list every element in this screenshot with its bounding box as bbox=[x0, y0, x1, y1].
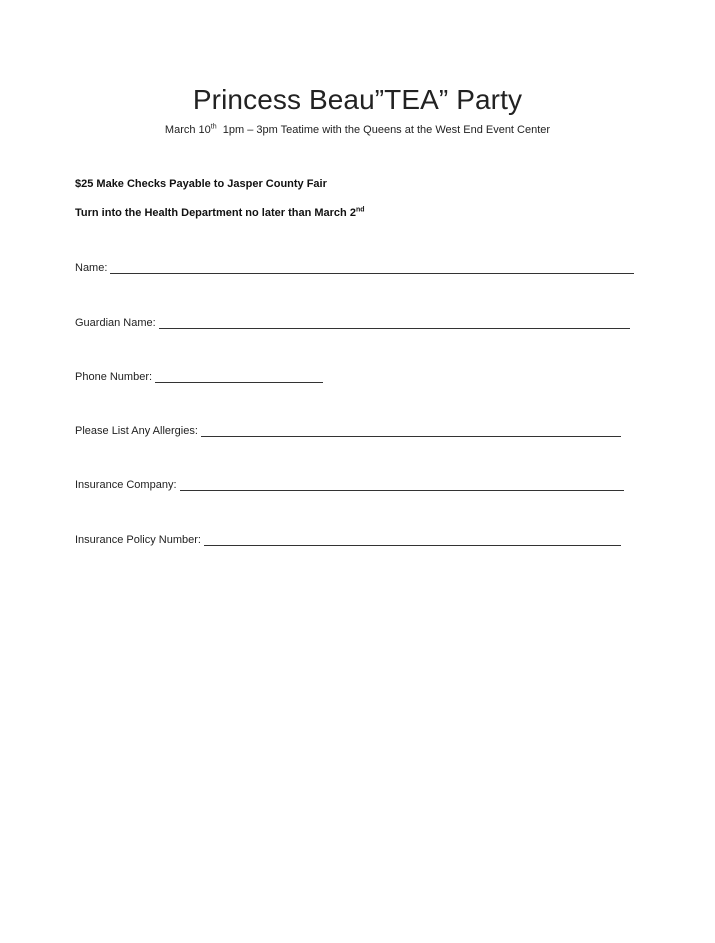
phone-number-field bbox=[75, 368, 323, 384]
guardian-name-label: Guardian Name: bbox=[75, 317, 156, 329]
guardian-name-input-line[interactable] bbox=[159, 316, 630, 329]
name-field bbox=[75, 259, 634, 275]
deadline-suffix: nd bbox=[355, 206, 365, 214]
name-label: Name: bbox=[75, 262, 108, 274]
insurance-company-label: Insurance Company: bbox=[75, 479, 177, 491]
allergies-label: Please List Any Allergies: bbox=[75, 425, 198, 437]
phone-number-input-line[interactable] bbox=[155, 370, 323, 383]
name-input-line[interactable] bbox=[110, 261, 634, 274]
guardian-name-field bbox=[75, 314, 630, 330]
payment-instructions: $25 Make Checks Payable to Jasper County Fair bbox=[75, 178, 327, 190]
submission-deadline bbox=[75, 207, 365, 219]
allergies-input-line[interactable] bbox=[201, 424, 621, 437]
insurance-company-input-line[interactable] bbox=[180, 478, 624, 491]
insurance-policy-number-label: Insurance Policy Number: bbox=[75, 534, 201, 546]
event-date: March 10 bbox=[164, 124, 211, 136]
insurance-policy-number-field bbox=[75, 531, 621, 547]
insurance-policy-number-input-line[interactable] bbox=[204, 533, 621, 546]
event-details bbox=[0, 124, 715, 136]
insurance-company-field bbox=[75, 476, 624, 492]
event-time-location: 1pm – 3pm Teatime with the Queens at the West End Event Center bbox=[216, 124, 551, 136]
phone-number-label: Phone Number: bbox=[75, 371, 153, 383]
event-date-suffix: th bbox=[210, 123, 217, 131]
page-title: Princess Beau”TEA” Party bbox=[192, 84, 523, 115]
allergies-field bbox=[75, 422, 621, 438]
deadline-text: Turn into the Health Department no later than March 2 bbox=[75, 207, 356, 219]
